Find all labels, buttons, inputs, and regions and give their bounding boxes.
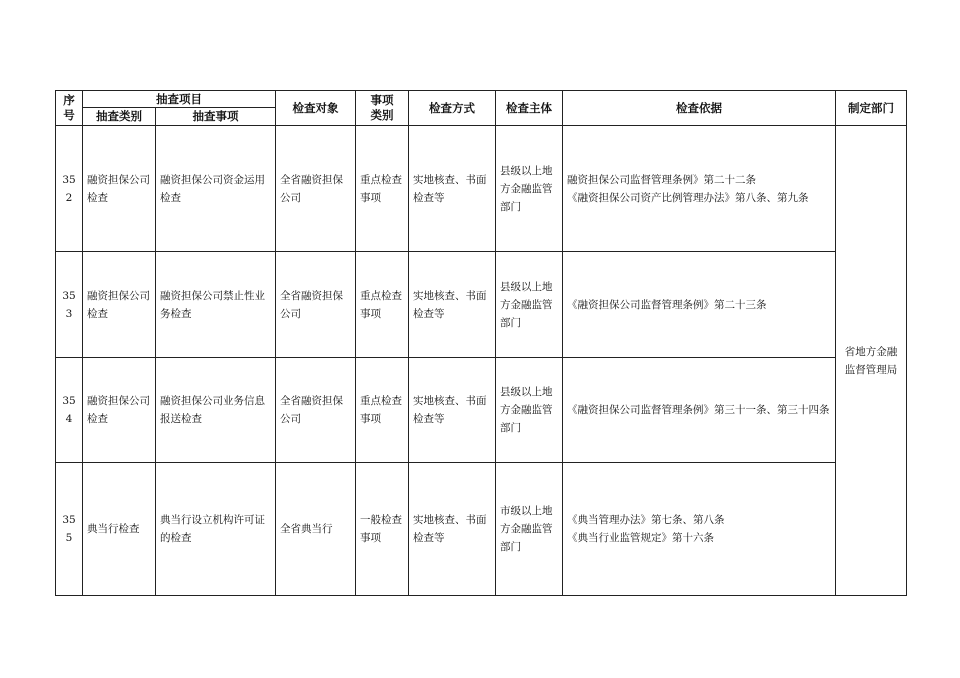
row-type: 重点检查事项 [356,126,409,252]
row-type: 一般检查事项 [356,463,409,596]
dept-cell: 省地方金融监督管理局 [836,126,907,596]
row-subject: 县级以上地方金融监管部门 [496,358,563,463]
row-method: 实地核查、书面检查等 [409,252,496,358]
basis-line: 融资担保公司监督管理条例》第二十二条 [567,173,756,186]
header-subject: 检查主体 [496,91,563,126]
row-basis [563,252,836,358]
basis-line: 《典当行业监管规定》第十六条 [567,532,714,544]
row-item: 融资担保公司业务信息报送检查 [156,358,276,463]
row-type: 重点检查事项 [356,358,409,463]
row-subject: 县级以上地方金融监管部门 [496,252,563,358]
row-method: 实地核查、书面检查等 [409,126,496,252]
basis-line: 《典当管理办法》第七条、第八条 [567,514,725,526]
row-item: 融资担保公司禁止性业务检查 [156,252,276,358]
row-item: 融资担保公司资金运用检查 [156,126,276,252]
row-basis [563,358,836,463]
row-category: 典当行检查 [83,463,156,596]
row-basis [563,126,836,252]
row-subject: 县级以上地方金融监管部门 [496,126,563,252]
header-item: 抽查事项 [156,108,276,126]
row-seq: 355 [56,463,83,596]
table-row [56,358,907,463]
header-basis: 检查依据 [563,91,836,126]
row-seq: 354 [56,358,83,463]
header-dept: 制定部门 [836,91,907,126]
row-method: 实地核查、书面检查等 [409,463,496,596]
row-target: 全省典当行 [276,463,356,596]
basis-line: 《融资担保公司资产比例管理办法》第八条、第九条 [567,191,809,204]
row-target: 全省融资担保公司 [276,126,356,252]
row-category: 融资担保公司检查 [83,358,156,463]
header-seq: 序号 [56,91,83,126]
inspection-table [55,90,907,596]
row-basis [563,463,836,596]
table-row [56,463,907,596]
row-target: 全省融资担保公司 [276,252,356,358]
table-row [56,126,907,252]
header-category: 抽查类别 [83,108,156,126]
header-type: 事项类别 [356,91,409,126]
row-seq: 352 [56,126,83,252]
header-project: 抽查项目 [83,91,276,108]
row-target: 全省融资担保公司 [276,358,356,463]
basis-line: 《融资担保公司监督管理条例》第二十三条 [567,298,767,311]
table-row [56,252,907,358]
row-seq: 353 [56,252,83,358]
basis-line: 《融资担保公司监督管理条例》第三十一条、第三十四条 [567,404,830,416]
row-category: 融资担保公司检查 [83,252,156,358]
header-method: 检查方式 [409,91,496,126]
header-target: 检查对象 [276,91,356,126]
row-method: 实地核查、书面检查等 [409,358,496,463]
row-subject: 市级以上地方金融监管部门 [496,463,563,596]
row-category: 融资担保公司检查 [83,126,156,252]
row-type: 重点检查事项 [356,252,409,358]
row-item: 典当行设立机构许可证的检查 [156,463,276,596]
